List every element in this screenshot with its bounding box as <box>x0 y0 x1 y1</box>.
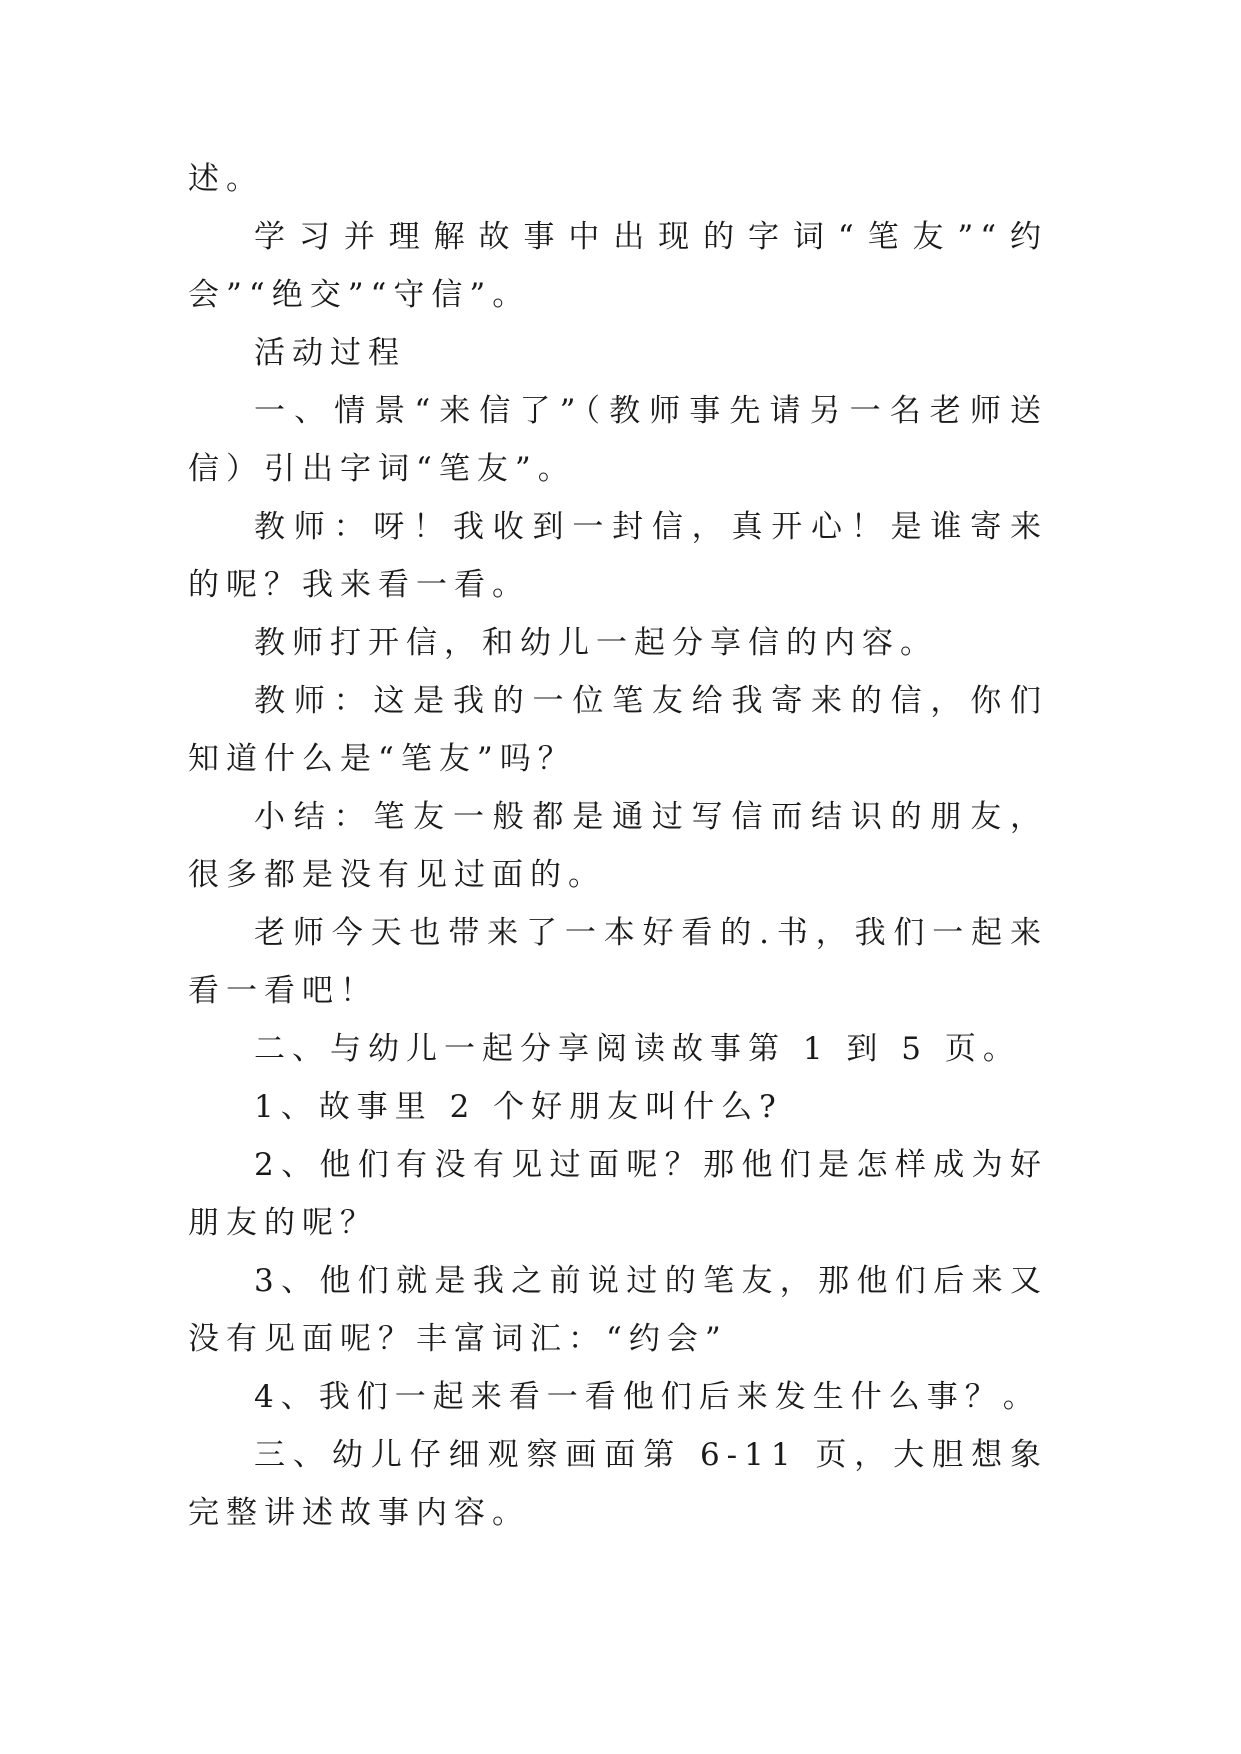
paragraph-4: 一、情景“来信了”（教师事先请另一名老师送信）引出字词“笔友”。 <box>188 393 1048 487</box>
paragraph-10: 二、与幼儿一起分享阅读故事第 1 到 5 页。 <box>254 1031 1021 1067</box>
paragraph-5: 教师：呀！我收到一封信，真开心！是谁寄来的呢？我来看一看。 <box>188 509 1048 603</box>
paragraph-15: 三、幼儿仔细观察画面第 6-11 页，大胆想象完整讲述故事内容。 <box>188 1437 1048 1531</box>
paragraph-1: 述。 <box>188 161 264 197</box>
paragraph-3: 活动过程 <box>254 335 406 371</box>
paragraph-8: 小结：笔友一般都是通过写信而结识的朋友，很多都是没有见过面的。 <box>188 799 1048 893</box>
paragraph-12: 2、他们有没有见过面呢？那他们是怎样成为好朋友的呢？ <box>188 1147 1048 1241</box>
paragraph-14: 4、我们一起来看一看他们后来发生什么事？。 <box>254 1379 1041 1415</box>
paragraph-7: 教师：这是我的一位笔友给我寄来的信，你们知道什么是“笔友”吗？ <box>188 683 1048 777</box>
paragraph-13: 3、他们就是我之前说过的笔友，那他们后来又没有见面呢？丰富词汇：“约会” <box>188 1263 1048 1357</box>
paragraph-11: 1、故事里 2 个好朋友叫什么? <box>254 1089 783 1125</box>
document-body <box>188 150 1048 1542</box>
paragraph-9: 老师今天也带来了一本好看的.书，我们一起来看一看吧！ <box>188 915 1048 1009</box>
paragraph-6: 教师打开信，和幼儿一起分享信的内容。 <box>254 625 938 661</box>
paragraph-2: 学习并理解故事中出现的字词“笔友”“约会”“绝交”“守信”。 <box>188 219 1048 313</box>
